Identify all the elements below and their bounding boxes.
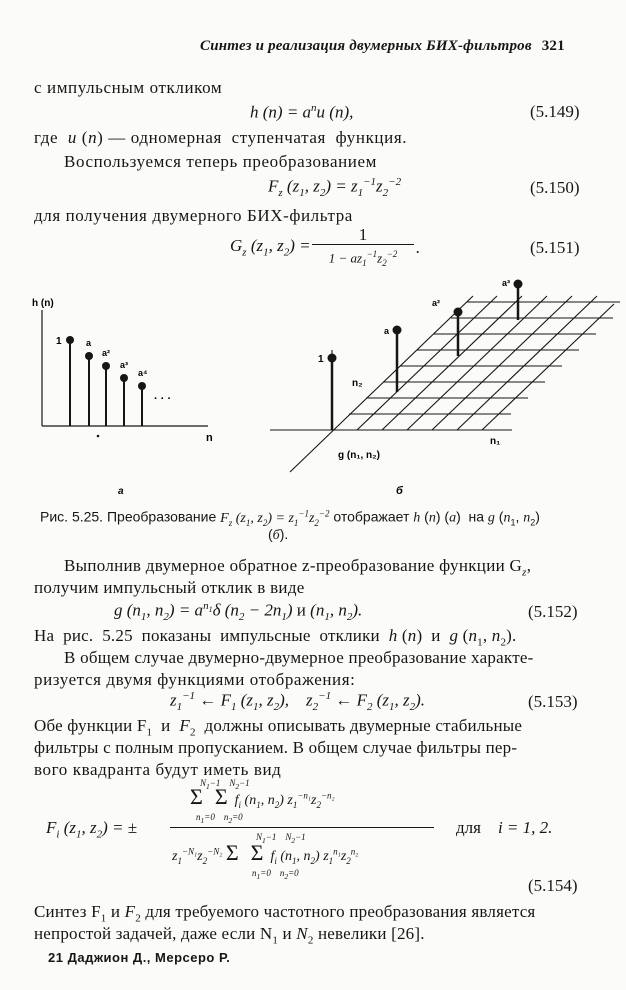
equation-5-154-limits-top: $N_1-1$ $N_2-1$ (200, 778, 250, 791)
equation-number-5-153: (5.153) (528, 692, 578, 711)
left-ylabel: h (n) (32, 298, 54, 309)
paragraph-general-case: В общем случае двумерно-двумерное преобразование характе- (64, 648, 534, 667)
left-one-label: 1 (56, 336, 62, 347)
equation-5-150: $F_z$ ($z_1$, $z_2) = z_1^{-1}z_2^{-2}$ (268, 176, 402, 200)
left-stem-2-dot (102, 362, 110, 370)
figure-caption-cont: (б). (268, 526, 289, 543)
paragraph-transform: Воспользуемся теперь преобразованием (64, 152, 377, 171)
equation-5-154-lhs: $F_i$ ($z_1$, $z_2$) = ± (46, 818, 138, 841)
left-stem-3-label: a³ (120, 360, 129, 370)
equation-5-149: h $(n) = a^nu$ (n), (250, 102, 354, 122)
left-stem-4-label: a⁴ (138, 368, 148, 378)
equation-5-154-condition: для i = 1, 2. (456, 818, 553, 837)
equation-5-151-fraction: 1 $1 - az_1^{-1}z_2^{-2}$ (312, 226, 414, 272)
equation-number-5-154: (5.154) (528, 876, 578, 895)
paragraph-stable-filters: Обе функции $F_1$ и $F_2$ должны описывать двумерные стабильные (34, 716, 523, 739)
figure-caption: Рис. 5.25. Преобразование $F_z$ ($z_1$, $z_2) = z_1^{-1}z_2^{-2}$ отображает h (n) (а) на g ($n_1$, $n_2$) (40, 508, 540, 528)
paragraph-intro: с импульсным откликом (34, 78, 223, 97)
header-title: Синтез и реализация двумерных БИХ-фильтров (200, 38, 532, 54)
right-stem-0-dot (328, 354, 337, 363)
paragraph-synthesis: Синтез $F_1$ и $F_2$ для требуемого частотного преобразования является (34, 902, 536, 925)
left-stem-3-dot (120, 374, 128, 382)
equation-5-154-limits-bottom: $n_1=0$ $n_2=0$ (196, 812, 243, 825)
right-stem-3-dot (514, 280, 523, 289)
page-footer: 21 Даджион Д., Мерсеро Р. (48, 950, 231, 965)
equation-5-152: g ($n_1$, $n_2) = a^{n_1}\delta$ $(n_2 - 2n_1)$ и ($n_1$, $n_2$). (114, 600, 363, 624)
paragraph-inverse-z: Выполнив двумерное обратное z-преобразование функции $G_z$, (64, 556, 532, 579)
equation-5-154-limits-bottom-2: $n_1=0$ $n_2=0$ (252, 868, 299, 881)
caption-prefix: Рис. 5.25. Преобразование (40, 508, 217, 525)
right-stem-3-label: a³ (502, 278, 511, 288)
right-stem-1-label: a (384, 326, 390, 336)
right-sublabel: б (396, 485, 403, 497)
right-one-label: 1 (318, 354, 324, 365)
paragraph-synthesis-2: непростой задачей, даже если $N_1$ и $N_2$ невелики [26]. (34, 924, 425, 947)
equation-number-5-149: (5.149) (530, 102, 580, 121)
equation-5-153: $z_1^{-1}$ ← $F_1$ ($z_1$, $z_2$), $z_2^{-1}$ ← $F_2$ ($z_1$, $z_2$). (170, 690, 426, 714)
paragraph-stable-filters-3: вого квадранта будут иметь вид (34, 760, 282, 779)
right-stem-2-dot (454, 308, 463, 317)
left-stem-0-dot (66, 336, 74, 344)
right-n2-label: n₂ (352, 378, 363, 389)
paragraph-step-function: где u (n) — одномерная ступенчатая функция. (34, 128, 408, 147)
left-xlabel: n (206, 432, 213, 444)
equation-5-154-denominator: $z_1^{-N_1}z_2^{-N_2}$ Σ Σ $f_i$ ($n_1$, $n_2$) $z_1^{n_1}z_2^{n_2}$ (172, 840, 359, 866)
left-stem-2-label: a² (102, 348, 111, 358)
left-tick-mark (97, 435, 100, 438)
equation-5-154-limits-top-2: $N_1-1$ $N_2-1$ (256, 832, 306, 845)
equation-5-151: $G_z$ ($z_1$, $z_2$) = (230, 236, 311, 259)
equation-5-154-fraction-bar (170, 827, 434, 828)
left-sublabel: а (118, 486, 124, 497)
paragraph-2d-iir: для получения двумерного БИХ-фильтра (34, 206, 353, 225)
page-number: 321 (541, 38, 565, 54)
equation-5-154-numerator: Σ Σ $f_i$ ($n_1$, $n_2$) $z_1^{-n_1}z_2^{-n_2}$ (190, 784, 335, 810)
paragraph-figure-ref: На рис. 5.25 показаны импульсные отклики h (n) и g ($n_1$, $n_2$). (34, 626, 517, 649)
paragraph-impulse-form: получим импульсный отклик в виде (34, 578, 305, 597)
right-g-label: g (n₁, n₂) (338, 450, 380, 461)
equation-number-5-150: (5.150) (530, 178, 580, 197)
right-n1-label: n₁ (490, 436, 501, 447)
right-plot (270, 296, 620, 472)
right-stem-2-label: a² (432, 298, 441, 308)
equation-number-5-152: (5.152) (528, 602, 578, 621)
right-stem-1-dot (393, 326, 402, 335)
left-stem-1-dot (85, 352, 93, 360)
left-stem-1-label: a (86, 338, 92, 348)
left-plot (32, 298, 213, 497)
left-continuation-dots: · · · (154, 393, 172, 405)
left-stem-4-dot (138, 382, 146, 390)
paragraph-general-case-2: ризуется двумя функциями отображения: (34, 670, 356, 689)
right-stems (318, 278, 523, 497)
right-diagonal-axis (290, 296, 473, 472)
equation-number-5-151: (5.151) (530, 238, 580, 257)
paragraph-stable-filters-2: фильтры с полным пропусканием. В общем случае фильтры пер- (34, 738, 518, 757)
